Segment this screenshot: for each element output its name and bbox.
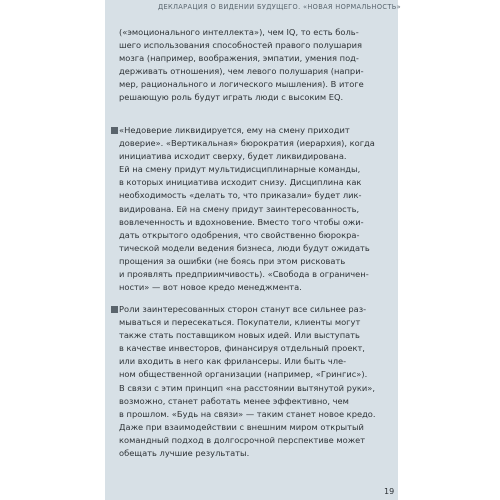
text-line: решающую роль будут играть люди с высоким EQ. [119,92,344,103]
text-line: дать открытого одобрения, что свойственно бюрокра- [119,229,360,240]
text-line: в прошлом. «Будь на связи» — таким станет новое кредо. [119,408,376,419]
text-line: командный подход в долгосрочной перспективе может [119,434,366,445]
text-line: мер, рационального и логического мышления). В итоге [119,79,364,90]
text-line: обещать лучшие результаты. [119,448,250,459]
text-line: доверие». «Вертикальная» бюрократия (иерархия), когда [119,138,375,149]
text-line: мываться и пересекаться. Покупатели, клиенты могут [119,317,361,328]
text-line: прощения за ошибки (не боясь при этом рисковать [119,255,346,266]
text-line: В связи с этим принцип «на расстоянии вытянутой руки», [119,382,375,393]
page-number: 19 [384,487,395,496]
text-line: «Недоверие ликвидируется, ему на смену приходит [119,125,350,135]
text-line: Роли заинтересованных сторон станут все сильнее раз- [119,304,367,314]
text-line: шего использования способностей правого полушария [119,40,363,51]
text-line: мозга (например, воображения, эмпатии, умения под- [119,53,359,64]
bullet-marker [111,127,118,134]
paragraph [119,26,385,105]
text-line: Даже при взаимодействии с внешним миром открытый [119,421,364,432]
text-line: держивать отношения), чем левого полушария (напри- [119,66,364,77]
bullet-marker [111,306,118,313]
text-line: возможно, станет работать менее эффективно, чем [119,395,349,406]
text-line: ном общественной организации (например, «Грингис»). [119,369,368,380]
running-header: ДЕКЛАРАЦИЯ О ВИДЕНИИ БУДУЩЕГО. «НОВАЯ НОРМАЛЬНОСТЬ» [157,3,401,11]
text-line: Ей на смену придут мультидисциплинарные команды, [119,164,361,175]
paragraph [119,303,385,460]
text-line: в которых инициатива исходит снизу. Дисциплина как [119,177,362,188]
text-line: и проявлять предприимчивость). «Свобода в ограничен- [119,269,369,280]
text-line: тической модели ведения бизнеса, люди будут ожидать [119,242,370,253]
paragraph [119,124,385,294]
text-line: вовлеченность и вдохновение. Вместо того чтобы ожи- [119,216,364,227]
book-page [105,0,401,500]
text-line: необходимость «делать то, что приказали» будет лик- [119,190,362,201]
text-line: («эмоционального интеллекта»), чем IQ, то есть боль- [119,27,359,37]
text-line: инициатива исходит сверху, будет ликвидирована. [119,151,347,162]
text-line: ности» — вот новое кредо менеджмента. [119,282,302,293]
text-line: также стать поставщиком новых идей. Или выступать [119,330,360,341]
text-line: в качестве инвесторов, финансируя отдельный проект, [119,343,365,354]
text-line: или входить в него как фрилансеры. Или быть чле- [119,356,347,367]
text-line: видирована. Ей на смену придут заинтересованность, [119,203,360,214]
